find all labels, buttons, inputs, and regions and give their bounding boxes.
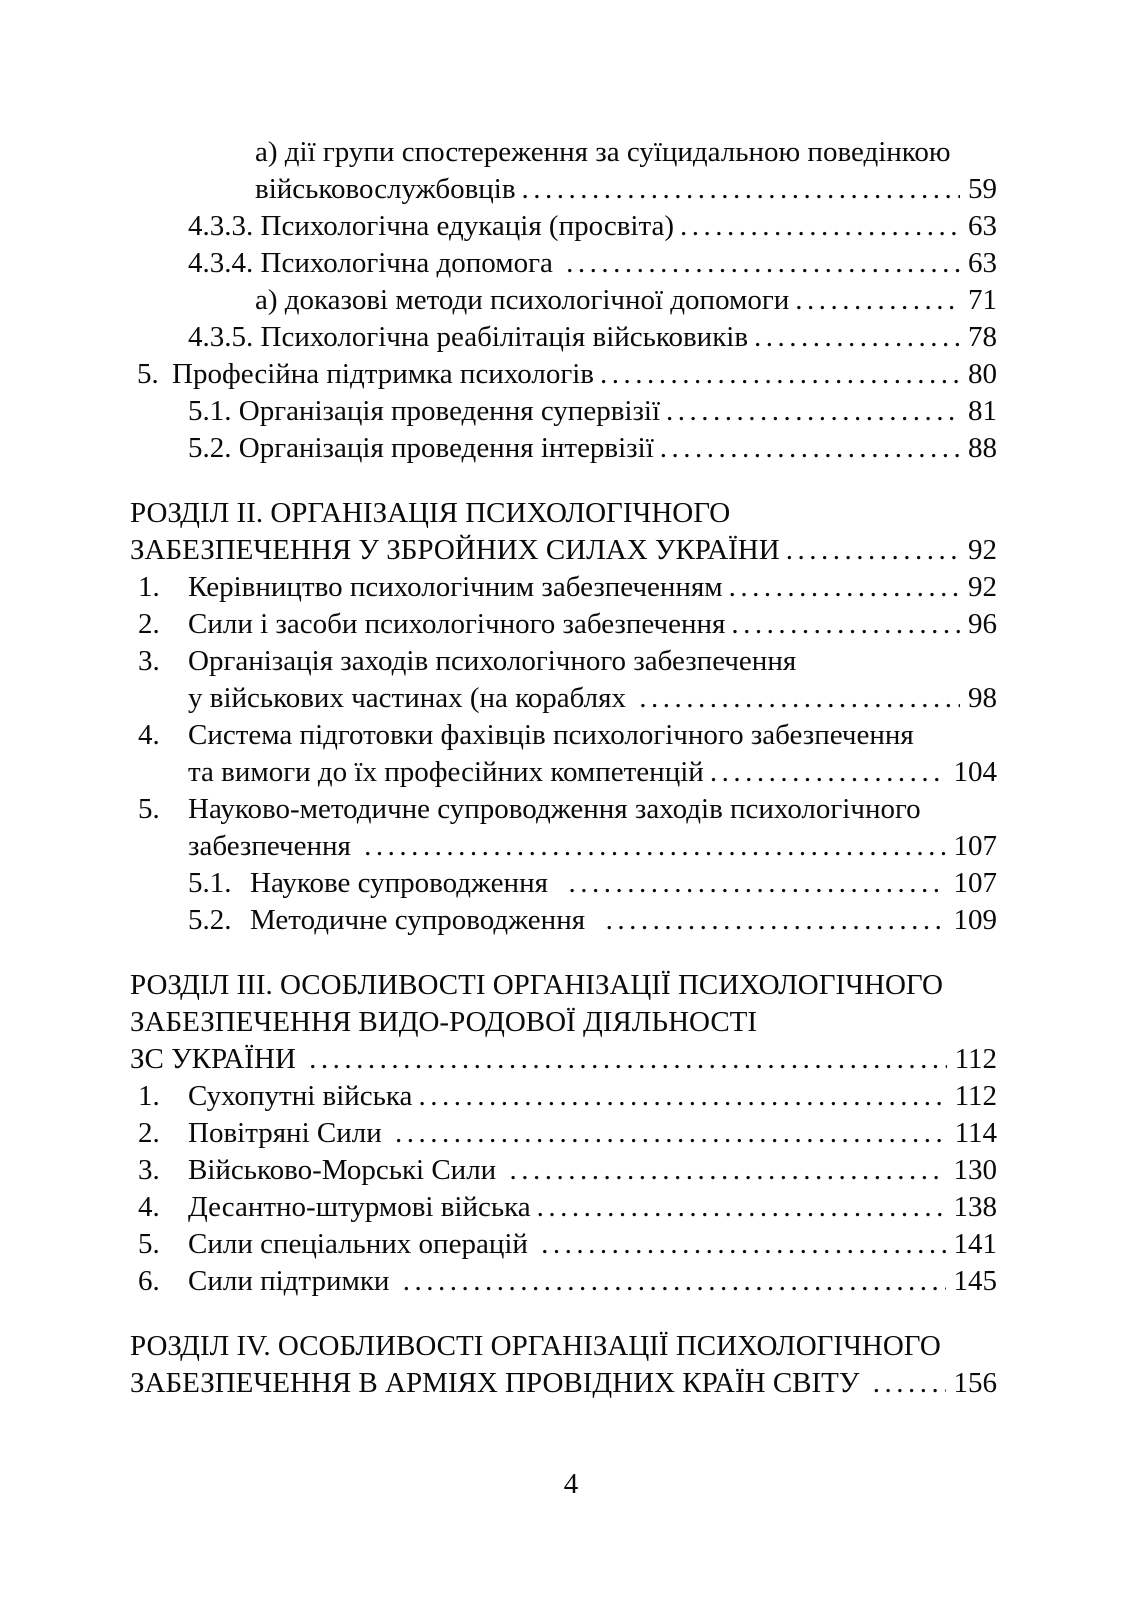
toc-entry: [130, 356, 997, 393]
toc-entry-text: та вимоги до їх професійних компетенцій: [188, 756, 704, 788]
toc-entry-text: Професійна підтримка психологів: [172, 358, 594, 390]
toc-entry: [130, 495, 997, 569]
toc-entry-body: [188, 606, 997, 643]
toc-entry-lastline: [188, 754, 997, 791]
toc-page-number: 156: [953, 1367, 997, 1399]
toc-entry-body: [188, 319, 997, 356]
toc-entry-text: Наукове супроводження: [250, 867, 563, 899]
toc-page-number: 71: [968, 284, 997, 316]
toc-page-number: 63: [968, 247, 997, 279]
toc-entry-lastline: [130, 1365, 997, 1402]
toc-leader-dots: [666, 393, 960, 430]
toc-entry-lastline: [250, 902, 997, 939]
toc-entry-body: [188, 569, 997, 606]
toc-entry-body: [130, 1328, 997, 1402]
toc-entry-number: 5.: [137, 358, 159, 390]
toc-leader-dots: [786, 532, 960, 569]
toc-page-number: 145: [953, 1265, 997, 1297]
toc-entry-body: [188, 1115, 997, 1152]
toc-entry-number: 6.: [138, 1265, 160, 1297]
toc-leader-dots: [309, 1041, 946, 1078]
toc-entry: [130, 208, 997, 245]
toc-entry-body: [188, 1152, 997, 1189]
toc-entry-text: Повітряні Сили: [188, 1117, 389, 1149]
toc-page-number: 141: [953, 1228, 997, 1260]
toc-entry-body: [130, 495, 997, 569]
toc-entry-body: [188, 643, 997, 717]
toc-entry: [130, 1189, 997, 1226]
toc-entry: [130, 606, 997, 643]
toc-entry: [130, 967, 997, 1078]
toc-entry-lastline: [188, 245, 997, 282]
toc-entry-lastline: [130, 532, 997, 569]
toc-leader-dots: [364, 828, 945, 865]
toc-entry-line: ЗАБЕЗПЕЧЕННЯ ВИДО-РОДОВОЇ ДІЯЛЬНОСТІ: [130, 1006, 758, 1038]
toc-entry-lastline: [172, 356, 997, 393]
toc-entry-lastline: [255, 282, 997, 319]
toc-entry-text: Сухопутні війська: [188, 1080, 413, 1112]
toc-leader-dots: [566, 245, 960, 282]
toc-entry-number: 1.: [138, 571, 160, 603]
toc-entry-line: РОЗДІЛ IV. ОСОБЛИВОСТІ ОРГАНІЗАЦІЇ ПСИХОЛОГІЧНОГО: [130, 1330, 941, 1362]
toc-entry-body: [130, 967, 997, 1078]
toc-leader-dots: [537, 1189, 946, 1226]
toc-entry-lastline: [255, 171, 997, 208]
toc-entry-body: [188, 1263, 997, 1300]
toc-entry: [130, 134, 997, 208]
toc-entry-body: [188, 717, 997, 791]
toc-entry-body: [188, 245, 997, 282]
toc-entry: [130, 393, 997, 430]
toc-entry: [130, 902, 997, 939]
toc-entry-number: 1.: [138, 1080, 160, 1112]
toc-page-number: 107: [953, 867, 997, 899]
toc-entry-body: [188, 430, 997, 467]
toc-entry-lastline: [188, 1226, 997, 1263]
toc-page-number: 112: [954, 1043, 997, 1075]
toc-entry: [130, 1078, 997, 1115]
toc-entry-text: Сили спеціальних операцій: [188, 1228, 536, 1260]
toc-entry-text: Сили і засоби психологічного забезпечення: [188, 608, 726, 640]
toc-entry-lastline: [188, 1152, 997, 1189]
toc-entry-number: 2.: [138, 608, 160, 640]
toc-page-number: 80: [968, 358, 997, 390]
toc-entry-lastline: [188, 828, 997, 865]
toc-entry-text: Сили підтримки: [188, 1265, 397, 1297]
toc-entry-text: 5.1. Організація проведення супервізії: [188, 395, 661, 427]
toc-entry-text: Методичне супроводження: [250, 904, 600, 936]
toc-entry-body: [172, 356, 997, 393]
toc-entry: [130, 1226, 997, 1263]
toc-entry-body: [188, 791, 997, 865]
toc-leader-dots: [522, 171, 960, 208]
toc-entry-text: ЗАБЕЗПЕЧЕННЯ У ЗБРОЙНИХ СИЛАХ УКРАЇНИ: [130, 534, 780, 566]
toc-entry: [130, 1115, 997, 1152]
toc-page-number: 138: [953, 1191, 997, 1223]
toc-page-number: 63: [968, 210, 997, 242]
toc-leader-dots: [509, 1152, 945, 1189]
toc-page-number: 88: [968, 432, 997, 464]
toc-entry: [130, 282, 997, 319]
toc-page-number: 130: [953, 1154, 997, 1186]
toc-entry-text: ЗАБЕЗПЕЧЕННЯ В АРМІЯХ ПРОВІДНИХ КРАЇН СВІТУ: [130, 1367, 867, 1399]
toc-entry-line: Система підготовки фахівців психологічного забезпечення: [188, 719, 914, 751]
toc-leader-dots: [600, 356, 960, 393]
toc-page-number: 109: [953, 904, 997, 936]
toc-entry-body: [188, 393, 997, 430]
toc-entry: [130, 1328, 997, 1402]
toc-entry: [130, 643, 997, 717]
toc-entry: [130, 791, 997, 865]
toc-entry: [130, 1152, 997, 1189]
toc-entry-lastline: [130, 1041, 997, 1078]
toc-entry-lastline: [188, 393, 997, 430]
toc-entry-line: Науково-методичне супроводження заходів психологічного: [188, 793, 921, 825]
toc-entry-body: [250, 902, 997, 939]
toc-entry-text: Керівництво психологічним забезпеченням: [188, 571, 723, 603]
toc-entry-text: у військових частинах (на кораблях: [188, 682, 634, 714]
toc-entry-body: [255, 282, 997, 319]
toc-entry-text: 4.3.3. Психологічна едукація (просвіта): [188, 210, 675, 242]
toc-entry-text: Військово-Морські Сили: [188, 1154, 504, 1186]
toc-entry-body: [250, 865, 997, 902]
toc-entry: [130, 245, 997, 282]
toc-leader-dots: [795, 282, 960, 319]
toc-entry: [130, 569, 997, 606]
toc-entry-text: військовослужбовців: [255, 173, 516, 205]
toc-entry-lastline: [188, 430, 997, 467]
toc-entry-number: 5.1.: [188, 867, 232, 899]
toc-entry-number: 3.: [138, 645, 160, 677]
toc-entry-text: а) доказові методи психологічної допомоги: [255, 284, 790, 316]
toc-page-number: 114: [954, 1117, 997, 1149]
toc-entry-text: Десантно-штурмові війська: [188, 1191, 531, 1223]
toc-entry-text: 4.3.4. Психологічна допомога: [188, 247, 561, 279]
toc-page-number: 112: [954, 1080, 997, 1112]
toc-entry: [130, 430, 997, 467]
toc-entry-line: РОЗДІЛ ІІІ. ОСОБЛИВОСТІ ОРГАНІЗАЦІЇ ПСИХОЛОГІЧНОГО: [130, 969, 943, 1001]
toc-page-number: 92: [968, 571, 997, 603]
toc-leader-dots: [639, 680, 960, 717]
toc-entry-number: 5.: [138, 1228, 160, 1260]
toc-entry: [130, 1263, 997, 1300]
toc-entry-line: РОЗДІЛ ІІ. ОРГАНІЗАЦІЯ ПСИХОЛОГІЧНОГО: [130, 497, 731, 529]
toc-entry: [130, 717, 997, 791]
toc-entry-lastline: [250, 865, 997, 902]
toc-page-number: 78: [968, 321, 997, 353]
toc-entry-number: 5.2.: [188, 904, 232, 936]
toc-entry: [130, 865, 997, 902]
toc-leader-dots: [680, 208, 960, 245]
toc-entry-lastline: [188, 680, 997, 717]
toc-entry-lastline: [188, 319, 997, 356]
toc-page-number: 107: [953, 830, 997, 862]
toc-leader-dots: [729, 569, 960, 606]
toc-page-number: 96: [968, 608, 997, 640]
toc-leader-dots: [395, 1115, 947, 1152]
toc-entry-body: [188, 1078, 997, 1115]
toc-leader-dots: [754, 319, 960, 356]
toc-leader-dots: [568, 865, 945, 902]
toc-entry-body: [255, 134, 997, 208]
toc-entry-body: [188, 208, 997, 245]
toc-entry-lastline: [188, 1078, 997, 1115]
toc-entry-number: 4.: [138, 1191, 160, 1223]
toc-entry-lastline: [188, 1263, 997, 1300]
toc-page-number: 59: [968, 173, 997, 205]
toc-entry-body: [188, 1226, 997, 1263]
toc-leader-dots: [606, 902, 946, 939]
toc-entry-lastline: [188, 208, 997, 245]
toc-entry-text: 4.3.5. Психологічна реабілітація військовиків: [188, 321, 749, 353]
toc-page-number: 81: [968, 395, 997, 427]
toc-entry: [130, 319, 997, 356]
toc-entry-line: Організація заходів психологічного забезпечення: [188, 645, 797, 677]
toc-leader-dots: [710, 754, 946, 791]
toc-entry-line: а) дії групи спостереження за суїцидальною поведінкою: [255, 136, 951, 168]
toc-entry-text: ЗС УКРАЇНИ: [130, 1043, 304, 1075]
toc-entry-number: 2.: [138, 1117, 160, 1149]
toc-leader-dots: [403, 1263, 946, 1300]
toc-leader-dots: [731, 606, 960, 643]
toc-leader-dots: [873, 1365, 946, 1402]
toc-entry-lastline: [188, 1189, 997, 1226]
toc-leader-dots: [418, 1078, 946, 1115]
page-number-footer: 4: [563, 1468, 579, 1500]
toc-leader-dots: [660, 430, 960, 467]
toc-page-number: 98: [968, 682, 997, 714]
toc-leader-dots: [541, 1226, 945, 1263]
toc-entry-number: 3.: [138, 1154, 160, 1186]
toc-entry-lastline: [188, 1115, 997, 1152]
toc-page-number: 104: [953, 756, 997, 788]
toc-entry-lastline: [188, 569, 997, 606]
toc-entry-number: 5.: [138, 793, 160, 825]
toc-entry-text: забезпечення: [188, 830, 359, 862]
toc-entry-text: 5.2. Організація проведення інтервізії: [188, 432, 654, 464]
toc-entry-lastline: [188, 606, 997, 643]
toc-entry-body: [188, 1189, 997, 1226]
toc-entry-number: 4.: [138, 719, 160, 751]
toc-page-number: 92: [968, 534, 997, 566]
